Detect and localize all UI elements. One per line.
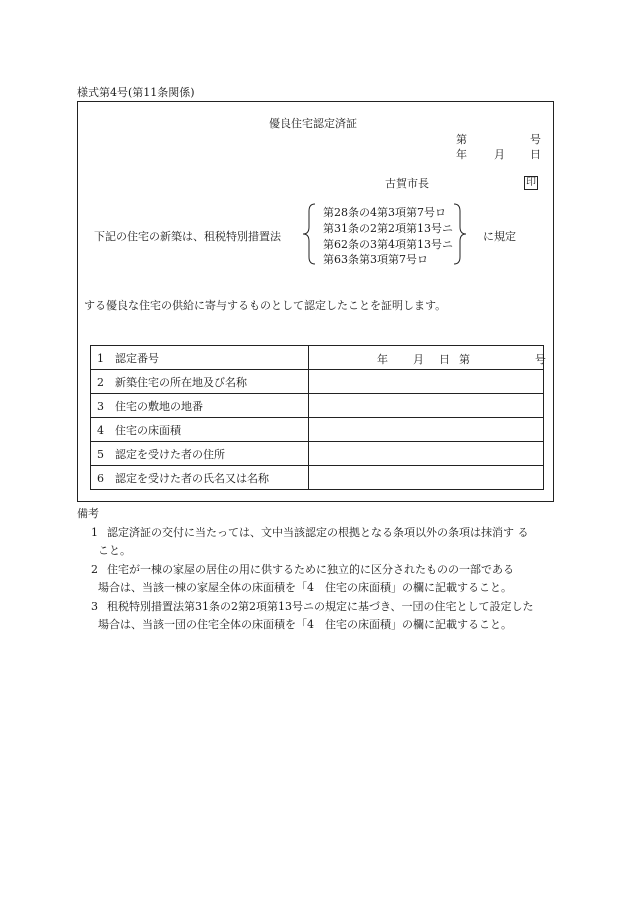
table-row: [91, 394, 544, 418]
table-row: [91, 370, 544, 394]
statement-continuation: する優良な住宅の供給に寄与するものとして認定したことを証明します。: [84, 299, 447, 312]
clause-1: 第28条の4第3項第7号ロ: [323, 206, 446, 219]
date-month: 月: [494, 148, 505, 161]
row-value: [309, 394, 544, 418]
row-value: [309, 466, 544, 490]
number-go: 号: [530, 133, 541, 146]
clause-4: 第63条第3項第7号ロ: [323, 253, 428, 266]
statement-prefix: 下記の住宅の新築は、租税特別措置法: [94, 230, 281, 243]
row-number: 2: [97, 375, 104, 389]
table-row: [91, 442, 544, 466]
table-row: [91, 346, 544, 370]
row-value: [309, 442, 544, 466]
row-label: 住宅の敷地の地番: [115, 399, 203, 413]
note-2-number: 2: [91, 563, 98, 576]
clause-2: 第31条の2第2項第13号ニ: [323, 222, 453, 235]
note-1-number: 1: [91, 526, 98, 539]
note-3-number: 3: [91, 600, 98, 613]
note-1-line-1: 認定済証の交付に当たっては、文中当該認定の根拠となる条項以外の条項は抹消す る: [107, 526, 529, 539]
clause-3: 第62条の3第4項第13号ニ: [323, 238, 453, 251]
note-2-line-2: 場合は、当該一棟の家屋全体の床面積を「4 住宅の床面積」の欄に記載すること。: [98, 581, 512, 594]
number-dai: 第: [456, 133, 467, 146]
row-number: 4: [97, 423, 104, 437]
row-label: 認定番号: [115, 351, 159, 365]
note-3-line-1: 租税特別措置法第31条の2第2項第13号ニの規定に基づき、一団の住宅として設定した: [107, 600, 534, 613]
row-number: 1: [97, 351, 104, 365]
left-brace: [300, 203, 318, 265]
value-go: 号: [535, 353, 546, 366]
value-year: 年: [377, 353, 388, 366]
row-value: [309, 370, 544, 394]
row-label: 住宅の床面積: [115, 423, 181, 437]
certificate-details-table: [90, 345, 544, 490]
form-number-label: 様式第4号(第11条関係): [77, 86, 195, 99]
issuer-name: 古賀市長: [385, 177, 429, 190]
right-brace: [451, 203, 469, 265]
value-month: 月: [413, 353, 424, 366]
value-dai: 第: [459, 353, 470, 366]
note-3-line-2: 場合は、当該一団の住宅全体の床面積を「4 住宅の床面積」の欄に記載すること。: [98, 618, 512, 631]
row-value: [309, 346, 544, 370]
table-row: [91, 418, 544, 442]
seal-box: 印: [526, 177, 536, 188]
row-number: 3: [97, 399, 104, 413]
row-label: 認定を受けた者の住所: [115, 447, 225, 461]
certificate-title: 優良住宅認定済証: [269, 117, 357, 130]
notes-heading: 備考: [77, 507, 99, 520]
row-label: 新築住宅の所在地及び名称: [115, 375, 247, 389]
note-1-line-2: こと。: [98, 544, 131, 557]
row-value: [309, 418, 544, 442]
note-2-line-1: 住宅が一棟の家屋の居住の用に供するために独立的に区分されたものの一部である: [107, 563, 514, 576]
date-year: 年: [456, 148, 467, 161]
row-number: 6: [97, 471, 104, 485]
row-number: 5: [97, 447, 104, 461]
date-day: 日: [530, 148, 541, 161]
table-row: [91, 466, 544, 490]
row-label: 認定を受けた者の氏名又は名称: [115, 471, 269, 485]
value-day: 日: [439, 353, 450, 366]
statement-suffix: に規定: [483, 230, 516, 243]
